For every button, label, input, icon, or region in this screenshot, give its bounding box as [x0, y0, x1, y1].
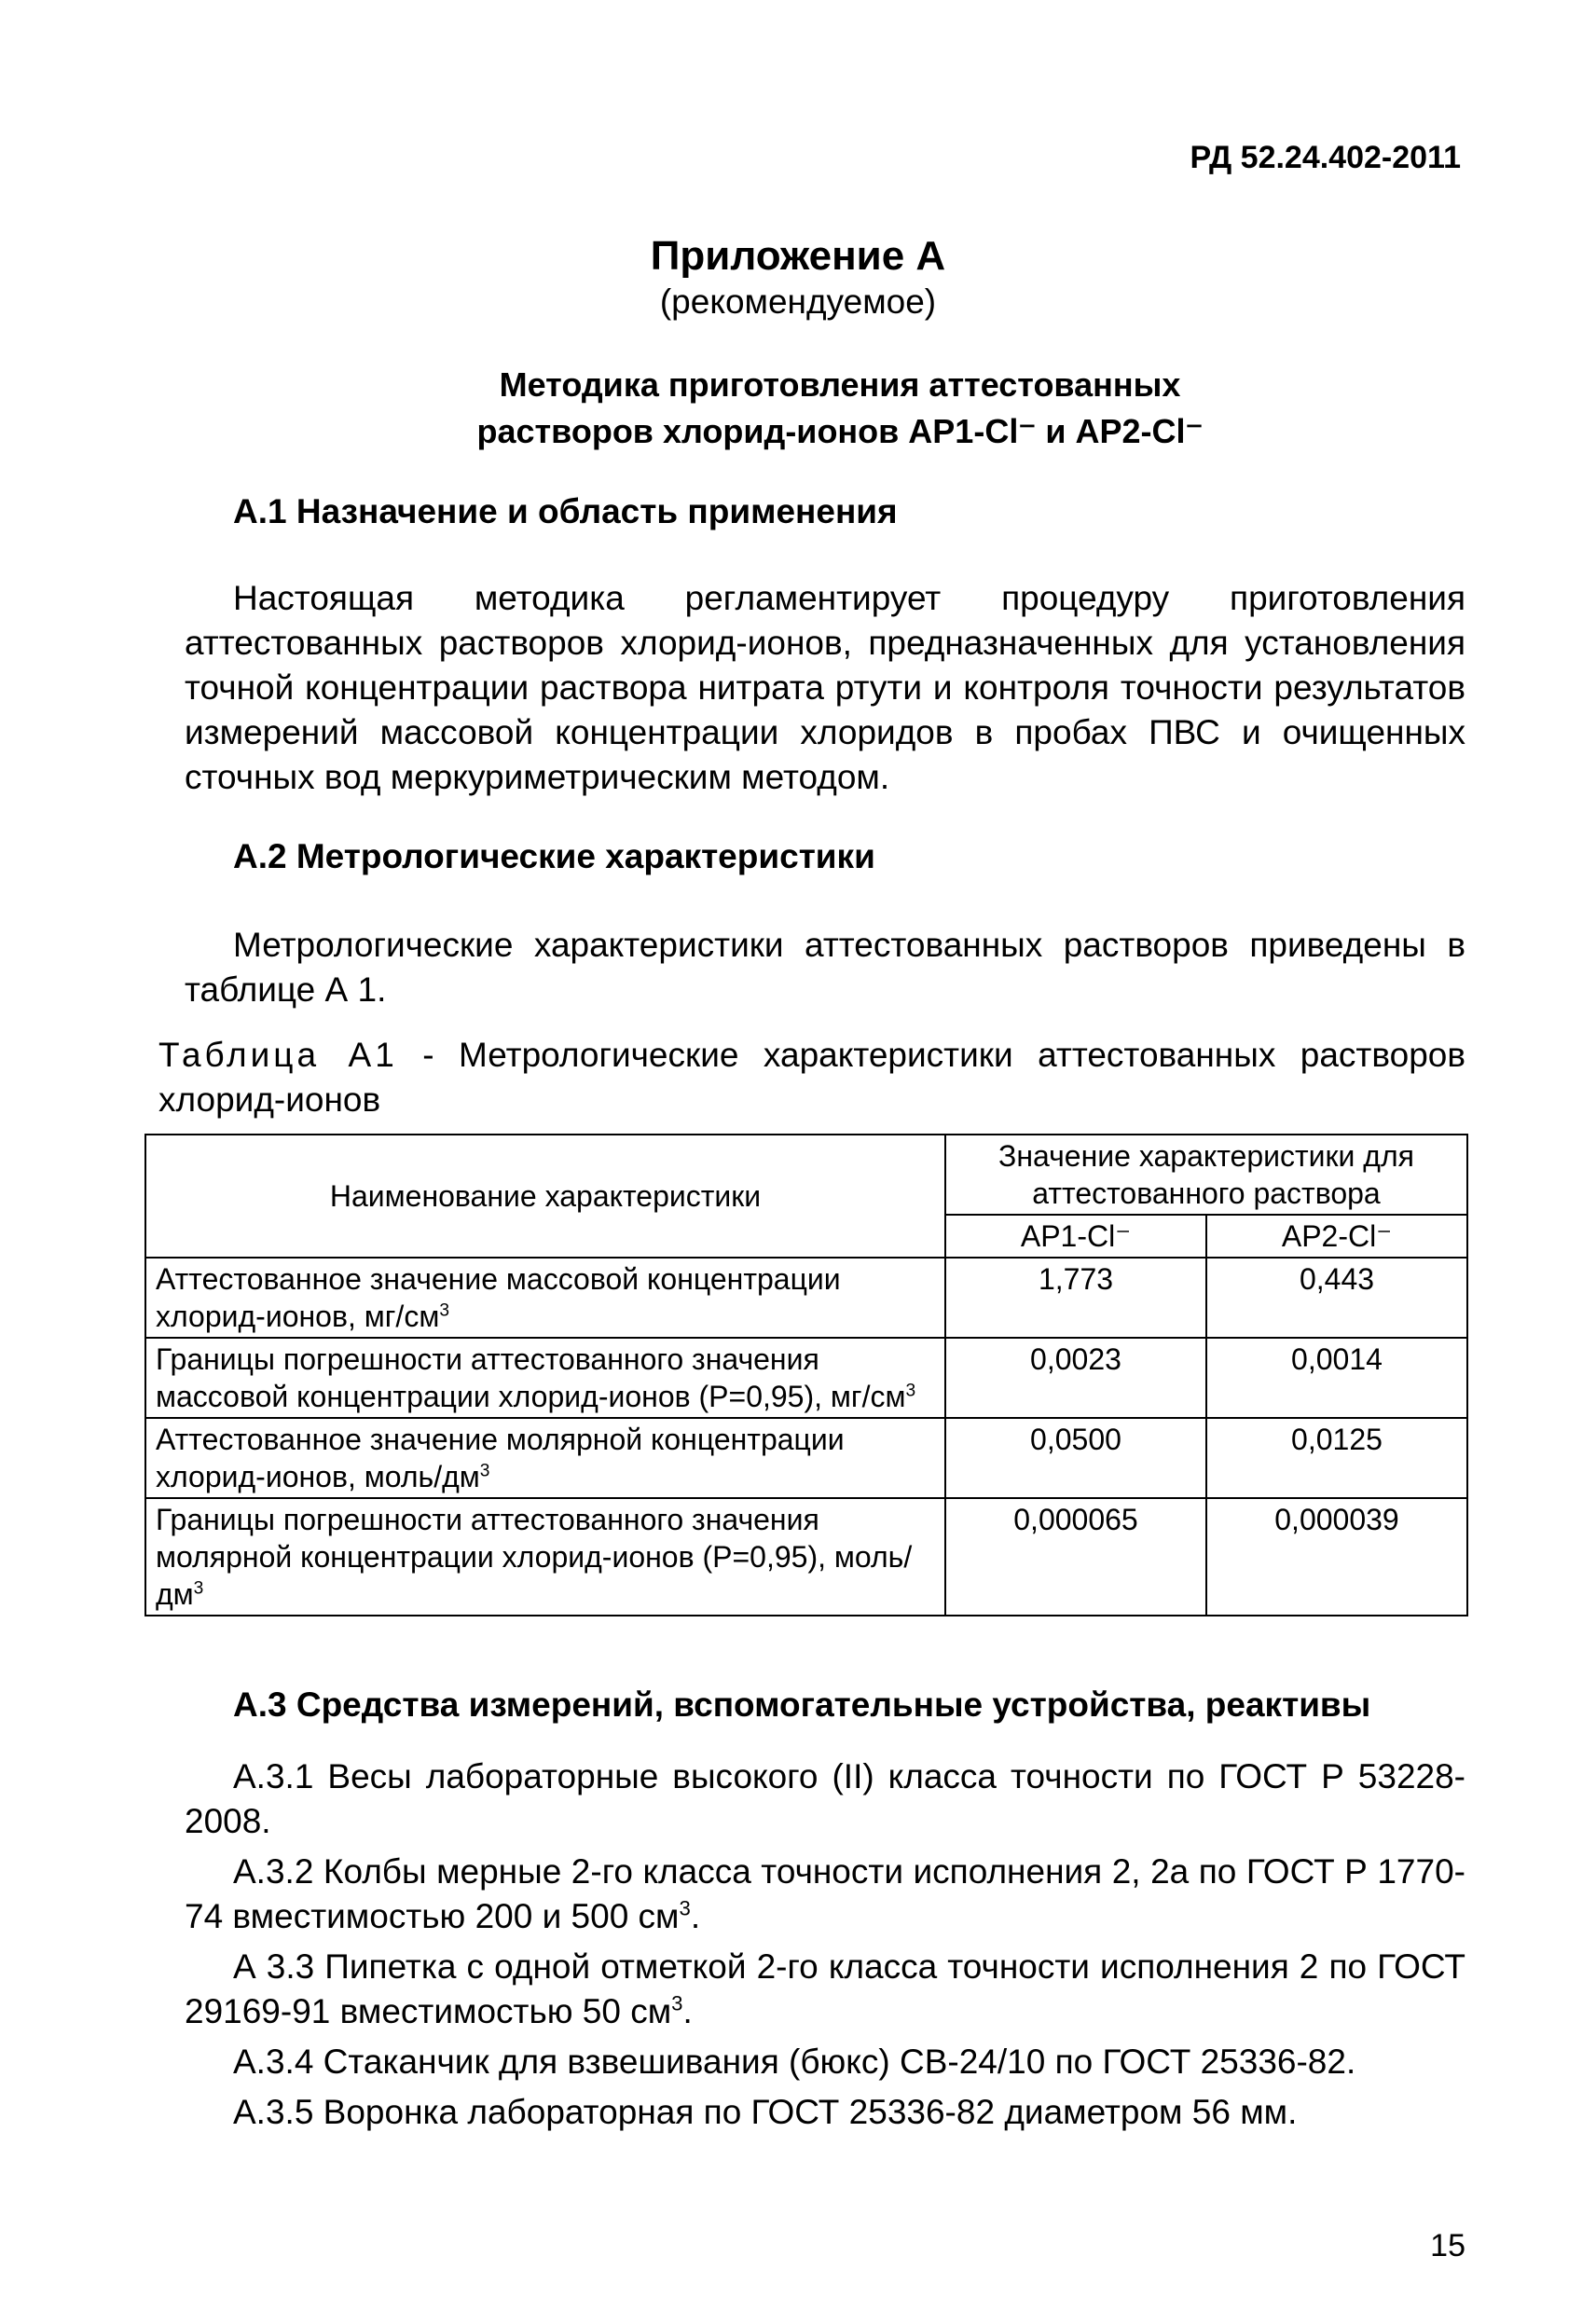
list-item	[185, 1754, 1465, 1844]
method-title	[345, 362, 1335, 455]
list-item-tail: .	[690, 1897, 701, 1935]
appendix-subtitle: (рекомендуемое)	[659, 282, 937, 321]
section-2-heading: А.2 Метрологические характеристики	[233, 837, 875, 875]
row-value-ap1: 0,000065	[945, 1498, 1206, 1616]
section-3-items	[185, 1754, 1465, 2140]
row-value-ap2: 0,0125	[1206, 1418, 1467, 1498]
table-caption-label: Таблица А1	[158, 1036, 398, 1074]
table-row	[145, 1338, 1467, 1418]
row-value-ap2: 0,0014	[1206, 1338, 1467, 1418]
row-name	[145, 1498, 945, 1616]
header-ap2: АР2-Cl⁻	[1206, 1215, 1467, 1258]
row-unit-exponent: 3	[193, 1578, 204, 1599]
table-caption	[158, 1033, 1465, 1122]
row-name-text: Границы погрешности аттестованного значения молярной концентрации хлорид-ионов (Р=0,95), моль/дм	[156, 1503, 913, 1611]
list-item-text: А.3.2 Колбы мерные 2-го класса точности исполнения 2, 2а по ГОСТ Р 1770-74 вместимостью 200 и 500 см	[185, 1852, 1465, 1935]
table-header-row	[145, 1135, 1467, 1215]
row-value-ap1: 0,0023	[945, 1338, 1206, 1418]
list-item-text: А.3.5 Воронка лабораторная по ГОСТ 25336-82 диаметром 56 мм.	[233, 2093, 1298, 2131]
row-name-text: Аттестованное значение молярной концентрации хлорид-ионов, моль/дм	[156, 1423, 845, 1493]
list-item-exponent: 3	[671, 1991, 683, 2015]
header-value: Значение характеристики для аттестованного раствора	[945, 1135, 1467, 1215]
row-value-ap2: 0,000039	[1206, 1498, 1467, 1616]
row-name	[145, 1418, 945, 1498]
row-unit-exponent: 3	[439, 1300, 449, 1321]
list-item-exponent: 3	[679, 1896, 691, 1920]
header-characteristic-name: Наименование характеристики	[145, 1135, 945, 1258]
list-item	[185, 2090, 1465, 2135]
row-name-text: Границы погрешности аттестованного значения массовой концентрации хлорид-ионов (Р=0,95), мг/см	[156, 1342, 906, 1413]
row-name	[145, 1258, 945, 1338]
table-row	[145, 1498, 1467, 1616]
row-value-ap2: 0,443	[1206, 1258, 1467, 1338]
section-2-text: Метрологические характеристики аттестованных растворов приведены в таблице А 1.	[185, 926, 1465, 1009]
list-item-text: А.3.4 Стаканчик для взвешивания (бюкс) СВ-24/10 по ГОСТ 25336-82.	[233, 2043, 1356, 2081]
appendix-title: Приложение А	[650, 233, 946, 279]
method-title-line1: Методика приготовления аттестованных	[499, 365, 1181, 404]
method-title-line2: растворов хлорид-ионов АР1-Cl⁻ и АР2-Cl⁻	[476, 412, 1204, 450]
document-number: РД 52.24.402-2011	[1190, 140, 1461, 175]
table-row	[145, 1258, 1467, 1338]
table-row	[145, 1418, 1467, 1498]
header-ap1: АР1-Cl⁻	[945, 1215, 1206, 1258]
list-item-tail: .	[682, 1992, 693, 2030]
list-item-text: А.3.1 Весы лабораторные высокого (II) класса точности по ГОСТ Р 53228-2008.	[185, 1757, 1465, 1840]
row-name	[145, 1338, 945, 1418]
section-3-heading: А.3 Средства измерений, вспомогательные устройства, реактивы	[233, 1685, 1371, 1724]
list-item	[185, 1850, 1465, 1939]
section-1-text: Настоящая методика регламентирует процедуру приготовления аттестованных растворов хлорид-ионов, предназначенных для установления точной концентрации раствора нитрата ртути и контроля точности результатов измерений массовой концентрации хлоридов в пробах ПВС и очищенных сточных вод меркуриметрическим методом.	[185, 579, 1465, 796]
row-value-ap1: 0,0500	[945, 1418, 1206, 1498]
row-unit-exponent: 3	[479, 1461, 490, 1481]
list-item-text: А 3.3 Пипетка с одной отметкой 2-го класса точности исполнения 2 по ГОСТ 29169-91 вместимостью 50 см	[185, 1947, 1465, 2030]
row-value-ap1: 1,773	[945, 1258, 1206, 1338]
row-name-text: Аттестованное значение массовой концентрации хлорид-ионов, мг/см	[156, 1262, 841, 1333]
list-item	[185, 1945, 1465, 2034]
page-number: 15	[1430, 2228, 1465, 2263]
section-1-heading: А.1 Назначение и область применения	[233, 492, 898, 530]
row-unit-exponent: 3	[905, 1381, 916, 1401]
list-item	[185, 2040, 1465, 2084]
metrology-table	[144, 1134, 1468, 1616]
table-caption-text: - Метрологические характеристики аттестованных растворов хлорид-ионов	[158, 1036, 1466, 1119]
